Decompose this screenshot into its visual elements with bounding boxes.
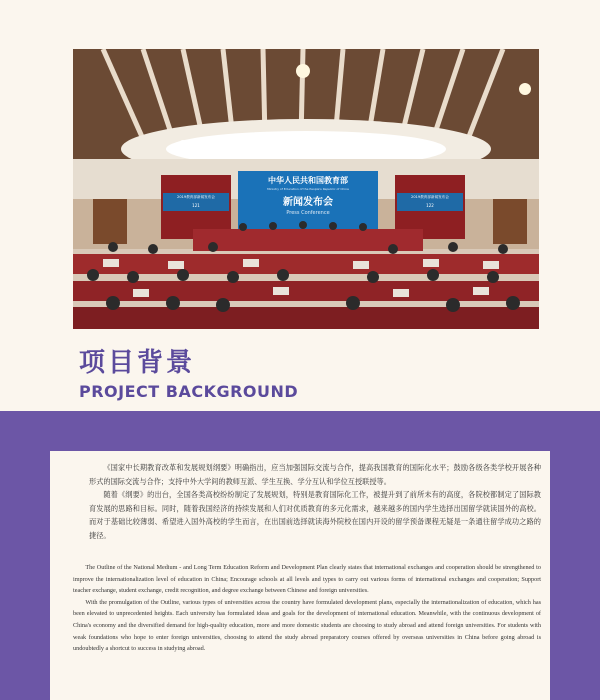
- side-panel-left-number: 121: [192, 203, 200, 208]
- side-panel-right-number: 122: [426, 203, 434, 208]
- english-paragraph: With the promulgation of the Outline, various types of universities across the country have formulated development plans, especially the internationalization of education, which has been elevated to unprecedented heights. Each university has formulated ideas and goals for the development of international education. Meanwhile, with the continuous development of China's economy and the diversified demand for high-quality education, more and more domestic students are choosing to study abroad and attend foreign universities. For students with weak foundations who hope to enter foreign universities, choosing to attend the study abroad preparatory courses offered by overseas universities in China before going abroad is undoubtedly a shortcut to success in studying abroad.: [73, 598, 541, 653]
- english-body: [73, 562, 541, 655]
- banner-event-cn: 新闻发布会: [283, 197, 333, 208]
- banner-title-cn: 中华人民共和国教育部: [268, 176, 348, 185]
- section-title-cn: 项目背景: [79, 348, 196, 378]
- chinese-body: [89, 461, 541, 542]
- english-paragraph: The Outline of the National Medium - and Long Term Education Reform and Development Plan clearly states that international exchanges and cooperation should be strengthened to improve the internationalization level of education in China; Encourage schools at all levels and types to carry out various forms of international exchanges and cooperation; Support teacher exchange, student exchange, credit recognition, and degree exchange between Chinese and foreign universities.: [73, 564, 541, 595]
- chinese-paragraph: 随着《纲要》的出台，全国各类高校纷纷制定了发展规划，特别是教育国际化工作，被提升到了前所未有的高度，各院校都制定了国际教育发展的思路和目标。同时，随着我国经济的持续发展和人们对优质教育的多元化需求，越来越多的国内学生选择出国留学就读国外的高校。而对于基础比较薄弱、希望进入国外高校的学生而言，在出国前选择就读海外院校在国内开设的留学预备课程无疑是一条通往留学成功之路的捷径。: [89, 490, 541, 540]
- side-panel-right-label: 2019教育部新闻发布会: [411, 195, 449, 199]
- chinese-paragraph: 《国家中长期教育改革和发展规划纲要》明确指出，应当加强国际交流与合作，提高我国教育的国际化水平；鼓励各级各类学校开展各种形式的国际交流与合作；支持中外大学间的教师互派、学生互换、学分互认和学位互授联授等。: [89, 463, 541, 486]
- banner-title-en: Ministry of Education of the People's Republic of China: [267, 187, 349, 191]
- side-panel-left-label: 2019教育部新闻发布会: [177, 195, 215, 199]
- section-heading: [79, 348, 298, 401]
- section-title-en: PROJECT BACKGROUND: [79, 382, 299, 401]
- banner-event-en: Press Conference: [286, 210, 330, 216]
- press-conference-photo: [73, 49, 539, 329]
